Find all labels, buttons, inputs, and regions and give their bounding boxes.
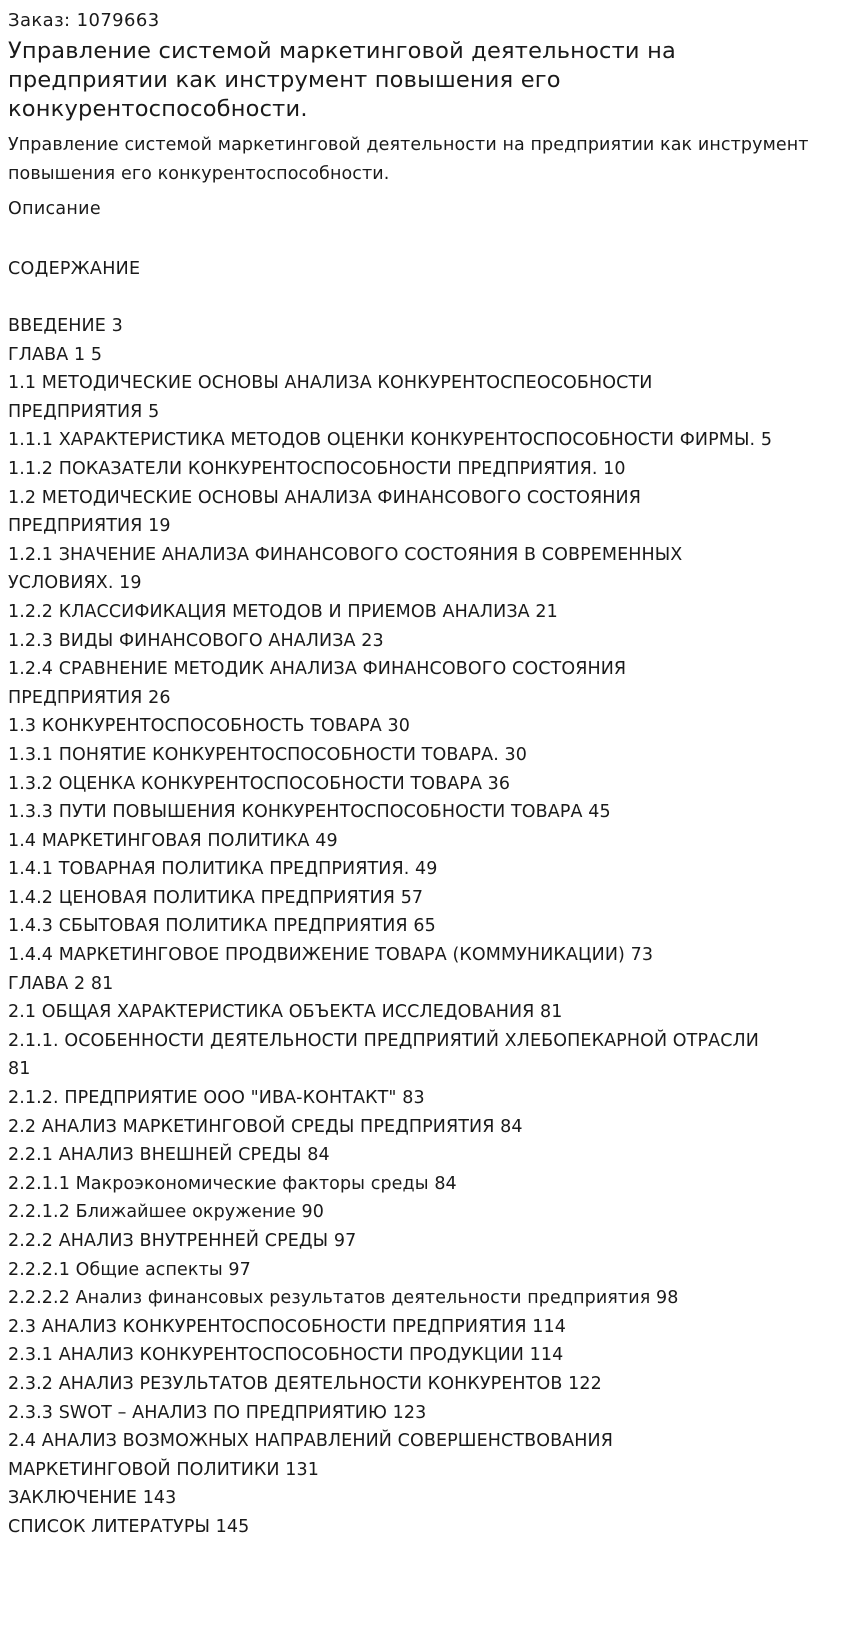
toc-line: 1.2.4 СРАВНЕНИЕ МЕТОДИК АНАЛИЗА ФИНАНСОВОГО СОСТОЯНИЯ (8, 659, 627, 680)
toc-line: 2.1.2. ПРЕДПРИЯТИЕ ООО "ИВА-КОНТАКТ" 83 (8, 1088, 425, 1109)
toc-line: 2.1.1. ОСОБЕННОСТИ ДЕЯТЕЛЬНОСТИ ПРЕДПРИЯТИЙ ХЛЕБОПЕКАРНОЙ ОТРАСЛИ (8, 1030, 759, 1051)
toc-line: ПРЕДПРИЯТИЯ 5 (8, 401, 160, 422)
toc-line: ГЛАВА 1 5 (8, 344, 103, 365)
toc-line: СПИСОК ЛИТЕРАТУРЫ 145 (8, 1516, 250, 1537)
toc-line: 81 (8, 1059, 31, 1080)
toc-line: 1.1.1 ХАРАКТЕРИСТИКА МЕТОДОВ ОЦЕНКИ КОНКУРЕНТОСПОСОБНОСТИ ФИРМЫ. 5 (8, 430, 773, 451)
toc-line: ПРЕДПРИЯТИЯ 26 (8, 687, 171, 708)
toc-line: УСЛОВИЯХ. 19 (8, 573, 142, 594)
toc-heading: СОДЕРЖАНИЕ (8, 259, 141, 279)
toc-line: 1.3 КОНКУРЕНТОСПОСОБНОСТЬ ТОВАРА 30 (8, 716, 410, 737)
toc-line: 1.4.3 СБЫТОВАЯ ПОЛИТИКА ПРЕДПРИЯТИЯ 65 (8, 916, 436, 937)
toc-line: 1.2.1 ЗНАЧЕНИЕ АНАЛИЗА ФИНАНСОВОГО СОСТОЯНИЯ В СОВРЕМЕННЫХ (8, 544, 683, 565)
toc-line: 2.3.2 АНАЛИЗ РЕЗУЛЬТАТОВ ДЕЯТЕЛЬНОСТИ КОНКУРЕНТОВ 122 (8, 1373, 602, 1394)
toc-line: 1.4.1 ТОВАРНАЯ ПОЛИТИКА ПРЕДПРИЯТИЯ. 49 (8, 859, 438, 880)
table-of-contents (8, 312, 839, 1542)
toc-line: 2.3.3 SWOT – АНАЛИЗ ПО ПРЕДПРИЯТИЮ 123 (8, 1402, 427, 1423)
toc-line: 1.4 МАРКЕТИНГОВАЯ ПОЛИТИКА 49 (8, 830, 338, 851)
toc-line: 2.2.1.1 Макроэкономические факторы среды 84 (8, 1173, 457, 1194)
toc-line: 1.3.3 ПУТИ ПОВЫШЕНИЯ КОНКУРЕНТОСПОСОБНОСТИ ТОВАРА 45 (8, 802, 611, 823)
toc-line: 2.4 АНАЛИЗ ВОЗМОЖНЫХ НАПРАВЛЕНИЙ СОВЕРШЕНСТВОВАНИЯ (8, 1431, 613, 1452)
toc-line: 1.3.1 ПОНЯТИЕ КОНКУРЕНТОСПОСОБНОСТИ ТОВАРА. 30 (8, 744, 528, 765)
toc-line: 2.1 ОБЩАЯ ХАРАКТЕРИСТИКА ОБЪЕКТА ИССЛЕДОВАНИЯ 81 (8, 1002, 563, 1023)
toc-line: 2.2.2 АНАЛИЗ ВНУТРЕННЕЙ СРЕДЫ 97 (8, 1231, 357, 1251)
toc-line: 1.4.4 МАРКЕТИНГОВОЕ ПРОДВИЖЕНИЕ ТОВАРА (КОММУНИКАЦИИ) 73 (8, 945, 654, 966)
page-subtitle: Управление системой маркетинговой деятельности на предприятии как инструмент повышения его конкурентоспособности. (8, 135, 809, 184)
toc-line: МАРКЕТИНГОВОЙ ПОЛИТИКИ 131 (8, 1459, 319, 1480)
toc-line: 1.2 МЕТОДИЧЕСКИЕ ОСНОВЫ АНАЛИЗА ФИНАНСОВОГО СОСТОЯНИЯ (8, 487, 642, 508)
toc-line: 1.2.3 ВИДЫ ФИНАНСОВОГО АНАЛИЗА 23 (8, 630, 384, 651)
toc-line: 1.2.2 КЛАССИФИКАЦИЯ МЕТОДОВ И ПРИЕМОВ АНАЛИЗА 21 (8, 601, 558, 622)
toc-line: ГЛАВА 2 81 (8, 973, 114, 994)
toc-line: 1.1 МЕТОДИЧЕСКИЕ ОСНОВЫ АНАЛИЗА КОНКУРЕНТОСПЕОСОБНОСТИ (8, 373, 653, 394)
toc-line: 2.2.1 АНАЛИЗ ВНЕШНЕЙ СРЕДЫ 84 (8, 1145, 330, 1166)
toc-line: 2.2.2.2 Анализ финансовых результатов деятельности предприятия 98 (8, 1288, 679, 1309)
toc-line: ПРЕДПРИЯТИЯ 19 (8, 516, 171, 537)
toc-line: ВВЕДЕНИЕ 3 (8, 316, 123, 336)
toc-line: 1.1.2 ПОКАЗАТЕЛИ КОНКУРЕНТОСПОСОБНОСТИ ПРЕДПРИЯТИЯ. 10 (8, 458, 626, 479)
toc-line: 2.3 АНАЛИЗ КОНКУРЕНТОСПОСОБНОСТИ ПРЕДПРИЯТИЯ 114 (8, 1316, 566, 1337)
description-heading: Описание (8, 199, 101, 219)
order-number: Заказ: 1079663 (8, 10, 160, 31)
toc-line: 2.2.2.1 Общие аспекты 97 (8, 1259, 251, 1280)
toc-line: 2.2 АНАЛИЗ МАРКЕТИНГОВОЙ СРЕДЫ ПРЕДПРИЯТИЯ 84 (8, 1116, 523, 1137)
toc-line: 1.3.2 ОЦЕНКА КОНКУРЕНТОСПОСОБНОСТИ ТОВАРА 36 (8, 773, 511, 794)
toc-line: ЗАКЛЮЧЕНИЕ 143 (8, 1488, 177, 1509)
toc-line: 2.2.1.2 Ближайшее окружение 90 (8, 1202, 325, 1223)
page-title: Управление системой маркетинговой деятельности на предприятии как инструмент повышения его конкурентоспособности. (8, 38, 676, 122)
toc-line: 2.3.1 АНАЛИЗ КОНКУРЕНТОСПОСОБНОСТИ ПРОДУКЦИИ 114 (8, 1345, 564, 1366)
toc-line: 1.4.2 ЦЕНОВАЯ ПОЛИТИКА ПРЕДПРИЯТИЯ 57 (8, 887, 424, 908)
